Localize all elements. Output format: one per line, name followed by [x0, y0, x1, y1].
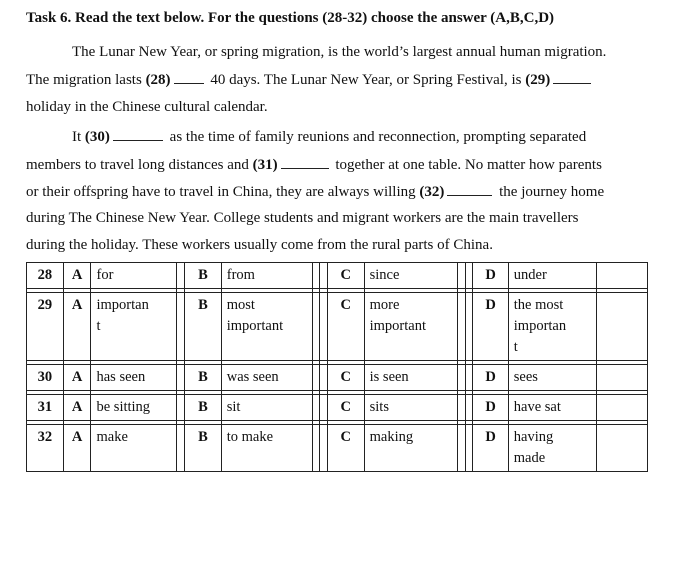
question-number-cell: 31 — [27, 395, 64, 421]
gap-cell — [312, 365, 320, 391]
gap-cell — [458, 395, 466, 421]
option-letter-d: D — [473, 365, 508, 391]
option-d-text: under — [508, 263, 597, 289]
gap-cell — [312, 293, 320, 361]
table-row — [27, 395, 648, 421]
gap-cell — [458, 365, 466, 391]
text-segment: members to travel long distances and — [26, 157, 253, 173]
gap-cell — [465, 293, 473, 361]
text-segment: 40 days. The Lunar New Year, or Spring Festival, is — [206, 72, 526, 88]
passage-line-3: holiday in the Chinese cultural calendar. — [26, 99, 268, 115]
gap-cell — [320, 365, 328, 391]
gap-cell — [465, 395, 473, 421]
option-a-text: make — [91, 425, 177, 472]
gap-cell — [597, 293, 648, 361]
passage-line-6 — [26, 183, 604, 201]
option-letter-b: B — [185, 263, 222, 289]
option-c-text: making — [364, 425, 458, 472]
option-a-text: has seen — [91, 365, 177, 391]
question-number-cell: 32 — [27, 425, 64, 472]
gap-cell — [177, 293, 185, 361]
option-letter-a: A — [63, 365, 91, 391]
text-segment: or their offspring have to travel in China, they are always willing — [26, 184, 420, 200]
passage-line-8: during the holiday. These workers usually come from the rural parts of China. — [26, 237, 493, 253]
table-row — [27, 293, 648, 361]
gap-cell — [312, 425, 320, 472]
option-b-text: sit — [221, 395, 312, 421]
option-letter-a: A — [63, 293, 91, 361]
option-d-text: having made — [508, 425, 597, 472]
gap-cell — [177, 263, 185, 289]
question-number-31: (31) — [252, 157, 278, 173]
table-row — [27, 365, 648, 391]
option-c-text: sits — [364, 395, 458, 421]
option-letter-c: C — [327, 395, 364, 421]
gap-cell — [320, 293, 328, 361]
option-c-text: more important — [364, 293, 458, 361]
option-d-text: the most importan t — [508, 293, 597, 361]
answer-table — [26, 262, 648, 472]
blank-28 — [174, 71, 204, 84]
option-letter-b: B — [185, 365, 222, 391]
option-letter-a: A — [63, 395, 91, 421]
option-d-text: sees — [508, 365, 597, 391]
gap-cell — [177, 365, 185, 391]
option-letter-c: C — [327, 293, 364, 361]
gap-cell — [312, 395, 320, 421]
option-letter-d: D — [473, 293, 508, 361]
option-letter-a: A — [63, 425, 91, 472]
option-b-text: was seen — [221, 365, 312, 391]
gap-cell — [458, 425, 466, 472]
option-letter-d: D — [473, 425, 508, 472]
option-letter-b: B — [185, 425, 222, 472]
option-c-text: since — [364, 263, 458, 289]
option-a-text: importan t — [91, 293, 177, 361]
gap-cell — [465, 365, 473, 391]
passage-line-5 — [26, 156, 602, 174]
option-b-text: from — [221, 263, 312, 289]
gap-cell — [177, 395, 185, 421]
text-segment: The migration lasts — [26, 72, 146, 88]
question-number-cell: 29 — [27, 293, 64, 361]
gap-cell — [465, 425, 473, 472]
text-segment: together at one table. No matter how parents — [331, 157, 602, 173]
option-letter-d: D — [473, 395, 508, 421]
gap-cell — [458, 293, 466, 361]
option-a-text: be sitting — [91, 395, 177, 421]
text-segment: as the time of family reunions and reconnection, prompting separated — [165, 129, 587, 145]
passage-line-2 — [26, 71, 594, 89]
option-letter-d: D — [473, 263, 508, 289]
option-c-text: is seen — [364, 365, 458, 391]
gap-cell — [312, 263, 320, 289]
question-number-cell: 30 — [27, 365, 64, 391]
table-row — [27, 263, 648, 289]
option-d-text: have sat — [508, 395, 597, 421]
question-number-30: (30) — [84, 129, 110, 145]
option-letter-b: B — [185, 293, 222, 361]
passage-line-4 — [72, 128, 586, 146]
gap-cell — [320, 263, 328, 289]
gap-cell — [465, 263, 473, 289]
gap-cell — [597, 365, 648, 391]
blank-32 — [447, 183, 492, 196]
task-title: Task 6. Read the text below. For the questions (28-32) choose the answer (A,B,C,D) — [26, 10, 555, 26]
option-letter-c: C — [327, 263, 364, 289]
question-number-32: (32) — [419, 184, 445, 200]
text-segment: It — [72, 129, 85, 145]
question-number-cell: 28 — [27, 263, 64, 289]
option-b-text: most important — [221, 293, 312, 361]
blank-30 — [113, 128, 163, 141]
gap-cell — [177, 425, 185, 472]
option-letter-c: C — [327, 425, 364, 472]
option-a-text: for — [91, 263, 177, 289]
option-letter-c: C — [327, 365, 364, 391]
table-row — [27, 425, 648, 472]
passage-line-7: during The Chinese New Year. College students and migrant workers are the main travellers — [26, 210, 579, 226]
question-number-29: (29) — [525, 72, 551, 88]
blank-31 — [281, 156, 329, 169]
option-b-text: to make — [221, 425, 312, 472]
gap-cell — [597, 425, 648, 472]
question-number-28: (28) — [145, 72, 171, 88]
option-letter-a: A — [63, 263, 91, 289]
gap-cell — [320, 395, 328, 421]
gap-cell — [597, 263, 648, 289]
gap-cell — [320, 425, 328, 472]
blank-29 — [553, 71, 591, 84]
option-letter-b: B — [185, 395, 222, 421]
text-segment: the journey home — [495, 184, 605, 200]
gap-cell — [458, 263, 466, 289]
passage-line-1: The Lunar New Year, or spring migration, is the world’s largest annual human migration. — [72, 44, 607, 60]
gap-cell — [597, 395, 648, 421]
